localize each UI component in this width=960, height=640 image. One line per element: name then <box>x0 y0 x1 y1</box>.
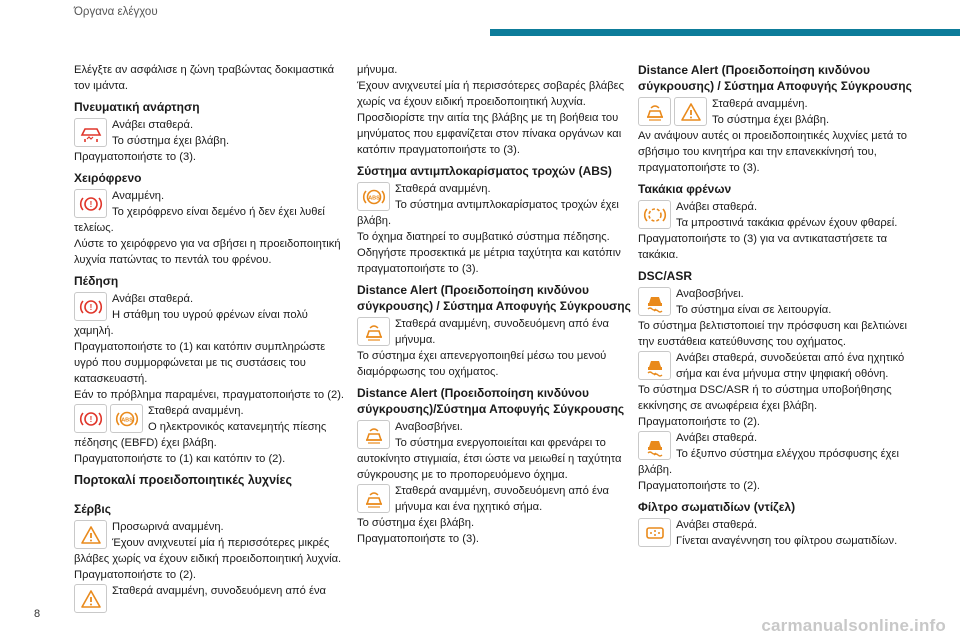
handbrake-title: Χειρόφρενο <box>74 171 142 185</box>
suspension-warning-icon <box>74 118 107 147</box>
servicing-state-2: Σταθερά αναμμένη, συνοδευόμενη από ένα <box>112 585 327 597</box>
seatbelt-note: Ελέγξτε αν ασφάλισε η ζώνη τραβώντας δοκιμαστικά τον ιμάντα. <box>74 64 335 92</box>
collision-alert-icon <box>357 420 390 449</box>
servicing-entry-2 <box>74 583 350 615</box>
braking-title: Πέδηση <box>74 274 119 288</box>
abs-entry <box>357 181 633 229</box>
dsc-title: DSC/ASR <box>638 269 693 283</box>
dsc-entry-2 <box>638 350 914 382</box>
servicing-cont-3: Προσδιορίστε την αιτία της βλάβης με τη βοήθεια του μηνύματος που εμφανίζεται στον πίνακα οργάνων και κατόπιν πραγματοποιήστε το (3). <box>357 112 622 156</box>
ebfd-state: Σταθερά αναμμένη. <box>148 405 244 417</box>
abs-action: Οδηγήστε προσεκτικά με μέτρια ταχύτητα και κατόπιν πραγματοποιήστε το (3). <box>357 247 621 275</box>
dsc-state-1: Αναβοσβήνει. <box>676 288 744 300</box>
abs-title: Σύστημα αντιμπλοκαρίσματος τροχών (ABS) <box>357 164 612 178</box>
header-accent-bar <box>490 29 960 36</box>
watermark: carmanualsonline.info <box>761 616 946 635</box>
dsc-state-2: Ανάβει σταθερά, συνοδεύεται από ένα ηχητικό σήμα και ένα μήνυμα στην ψηφιακή οθόνη. <box>676 352 905 380</box>
dsc-entry-3 <box>638 430 914 478</box>
collision-alert-icon <box>357 317 390 346</box>
distance-alert-title-2: Distance Alert (Προειδοποίηση κινδύνου σύγκρουσης)/Σύστημα Αποφυγής Σύγκρουσης <box>357 386 625 416</box>
handbrake-state: Αναμμένη. <box>112 190 165 202</box>
handbrake-desc: Το χειρόφρενο είναι δεμένο ή δεν έχει λυθεί τελείως. <box>74 206 325 234</box>
distance-alert-desc-4: Το σύστημα έχει βλάβη. <box>712 114 830 126</box>
dsc-desc-2: Το σύστημα DSC/ASR ή το σύστημα υποβοήθησης εκκίνησης σε ανωφέρεια έχει βλάβη. <box>638 384 892 412</box>
ebfd-desc: Ο ηλεκτρονικός κατανεμητής πίεσης πέδησης (EBFD) έχει βλάβη. <box>74 421 327 449</box>
stability-control-icon <box>638 287 671 316</box>
dsc-note: Το σύστημα βελτιστοποιεί την πρόσφυση και βελτιώνει την ευστάθεια κατεύθυνσης του οχήματος. <box>638 320 907 348</box>
pneumatic-entry <box>74 117 350 149</box>
brake-pads-title: Τακάκια φρένων <box>638 182 732 196</box>
ebfd-action: Πραγματοποιήστε το (1) και κατόπιν το (2). <box>74 453 286 465</box>
dpf-desc: Γίνεται αναγέννηση του φίλτρου σωματιδίων. <box>676 535 898 547</box>
servicing-desc: Έχουν ανιχνευτεί μία ή περισσότερες μικρές βλάβες χωρίς να έχουν ειδική προειδοποιητική λυχνία. <box>74 537 342 565</box>
dpf-state: Ανάβει σταθερά. <box>676 519 758 531</box>
column-1 <box>74 62 350 615</box>
distance-alert-entry-4 <box>638 96 914 128</box>
dpf-title: Φίλτρο σωματιδίων (ντίζελ) <box>638 500 796 514</box>
dsc-action-3: Πραγματοποιήστε το (2). <box>638 480 761 492</box>
brake-pads-entry <box>638 199 914 231</box>
servicing-action: Πραγματοποιήστε το (2). <box>74 569 197 581</box>
abs-state: Σταθερά αναμμένη. <box>395 183 491 195</box>
braking-desc: Η στάθμη του υγρού φρένων είναι πολύ χαμηλή. <box>74 309 308 337</box>
brake-pads-desc: Τα μπροστινά τακάκια φρένων έχουν φθαρεί. <box>676 217 898 229</box>
braking-entry <box>74 291 350 339</box>
abs-note: Το όχημα διατηρεί το συμβατικό σύστημα πέδησης. <box>357 231 610 243</box>
dsc-state-3: Ανάβει σταθερά. <box>676 432 758 444</box>
abs-icon <box>357 182 390 211</box>
service-warning-icon <box>74 584 107 613</box>
distance-alert-entry-2 <box>357 419 633 483</box>
svg-text:!: ! <box>89 414 92 424</box>
dsc-action-2: Πραγματοποιήστε το (2). <box>638 416 761 428</box>
distance-alert-title-1: Distance Alert (Προειδοποίηση κινδύνου σύγκρουσης) / Σύστημα Αποφυγής Σύγκρουσης <box>357 283 631 313</box>
ebfd-entry <box>74 403 350 451</box>
pneumatic-action: Πραγματοποιήστε το (3). <box>74 151 197 163</box>
svg-text:!: ! <box>89 199 92 209</box>
servicing-title: Σέρβις <box>74 502 111 516</box>
orange-lamps-title: Πορτοκαλί προειδοποιητικές λυχνίες <box>74 473 292 487</box>
pneumatic-desc: Το σύστημα έχει βλάβη. <box>112 135 230 147</box>
distance-alert-state-4: Σταθερά αναμμένη. <box>712 98 808 110</box>
collision-alert-icon <box>357 484 390 513</box>
distance-alert-desc-1: Το σύστημα έχει απενεργοποιηθεί μέσω του μενού διαμόρφωσης του οχήματος. <box>357 350 607 378</box>
brake-pads-state: Ανάβει σταθερά. <box>676 201 758 213</box>
svg-text:!: ! <box>89 302 92 312</box>
abs-icon <box>110 404 143 433</box>
servicing-cont-1: μήνυμα. <box>357 64 398 76</box>
brake-warning-icon <box>74 292 107 321</box>
stability-control-icon <box>638 431 671 460</box>
distance-alert-state-1: Σταθερά αναμμένη, συνοδευόμενη από ένα μήνυμα. <box>395 318 610 346</box>
braking-persist: Εάν το πρόβλημα παραμένει, πραγματοποιήστε το (2). <box>74 389 345 401</box>
dsc-desc-1: Το σύστημα είναι σε λειτουργία. <box>676 304 832 316</box>
brake-warning-icon <box>74 404 107 433</box>
pneumatic-state: Ανάβει σταθερά. <box>112 119 194 131</box>
servicing-entry <box>74 519 350 567</box>
distance-alert-state-2: Αναβοσβήνει. <box>395 421 463 433</box>
dsc-desc-3: Το έξυπνο σύστημα ελέγχου πρόσφυσης έχει βλάβη. <box>638 448 900 476</box>
distance-alert-desc-3: Το σύστημα έχει βλάβη. <box>357 517 475 529</box>
column-2 <box>357 62 633 547</box>
braking-state: Ανάβει σταθερά. <box>112 293 194 305</box>
dpf-entry <box>638 517 914 549</box>
distance-alert-title-3: Distance Alert (Προειδοποίηση κινδύνου σύγκρουσης) / Σύστημα Αποφυγής Σύγκρουσης <box>638 63 912 93</box>
dsc-entry-1 <box>638 286 914 318</box>
handbrake-entry <box>74 188 350 236</box>
page-number: 8 <box>34 608 41 620</box>
particle-filter-icon <box>638 518 671 547</box>
servicing-state: Προσωρινά αναμμένη. <box>112 521 224 533</box>
distance-alert-action-3: Πραγματοποιήστε το (3). <box>357 533 480 545</box>
stability-control-icon <box>638 351 671 380</box>
brake-pads-action: Πραγματοποιήστε το (3) για να αντικαταστήσετε τα τακάκια. <box>638 233 888 261</box>
brake-pad-wear-icon <box>638 200 671 229</box>
service-warning-icon <box>74 520 107 549</box>
pneumatic-title: Πνευματική ανάρτηση <box>74 100 200 114</box>
svg-text:ABS: ABS <box>120 417 133 423</box>
section-title: Όργανα ελέγχου <box>74 6 158 18</box>
distance-alert-note-4: Αν ανάψουν αυτές οι προειδοποιητικές λυχνίες μετά το σβήσιμο του κινητήρα και την επανεκκίνησή του, πραγματοποιήστε το (3). <box>638 130 907 174</box>
service-warning-icon <box>674 97 707 126</box>
distance-alert-state-3: Σταθερά αναμμένη, συνοδευόμενη από ένα μήνυμα και ένα ηχητικό σήμα. <box>395 485 610 513</box>
distance-alert-entry-3 <box>357 483 633 515</box>
distance-alert-entry-1 <box>357 316 633 348</box>
handbrake-action: Λύστε το χειρόφρενο για να σβήσει η προειδοποιητική λυχνία πατώντας το πεντάλ του φρένου. <box>74 238 341 266</box>
servicing-cont-2: Έχουν ανιχνευτεί μία ή περισσότερες σοβαρές βλάβες χωρίς να έχουν ειδική προειδοποιητική λυχνία. <box>357 80 625 108</box>
column-3 <box>638 62 914 549</box>
svg-text:ABS: ABS <box>367 195 380 201</box>
abs-desc: Το σύστημα αντιμπλοκαρίσματος τροχών έχει βλάβη. <box>357 199 619 227</box>
braking-action: Πραγματοποιήστε το (1) και κατόπιν συμπληρώστε υγρό που συμμορφώνεται με τις συστάσεις του κατασκευαστή. <box>74 341 326 385</box>
handbrake-warning-icon <box>74 189 107 218</box>
collision-alert-icon <box>638 97 671 126</box>
distance-alert-desc-2: Το σύστημα ενεργοποιείται και φρενάρει το αυτοκίνητο στιγμιαία, έτσι ώστε να μειωθεί η ταχύτητα σύγκρουσης με το προπορευόμενο όχημα. <box>357 437 622 481</box>
